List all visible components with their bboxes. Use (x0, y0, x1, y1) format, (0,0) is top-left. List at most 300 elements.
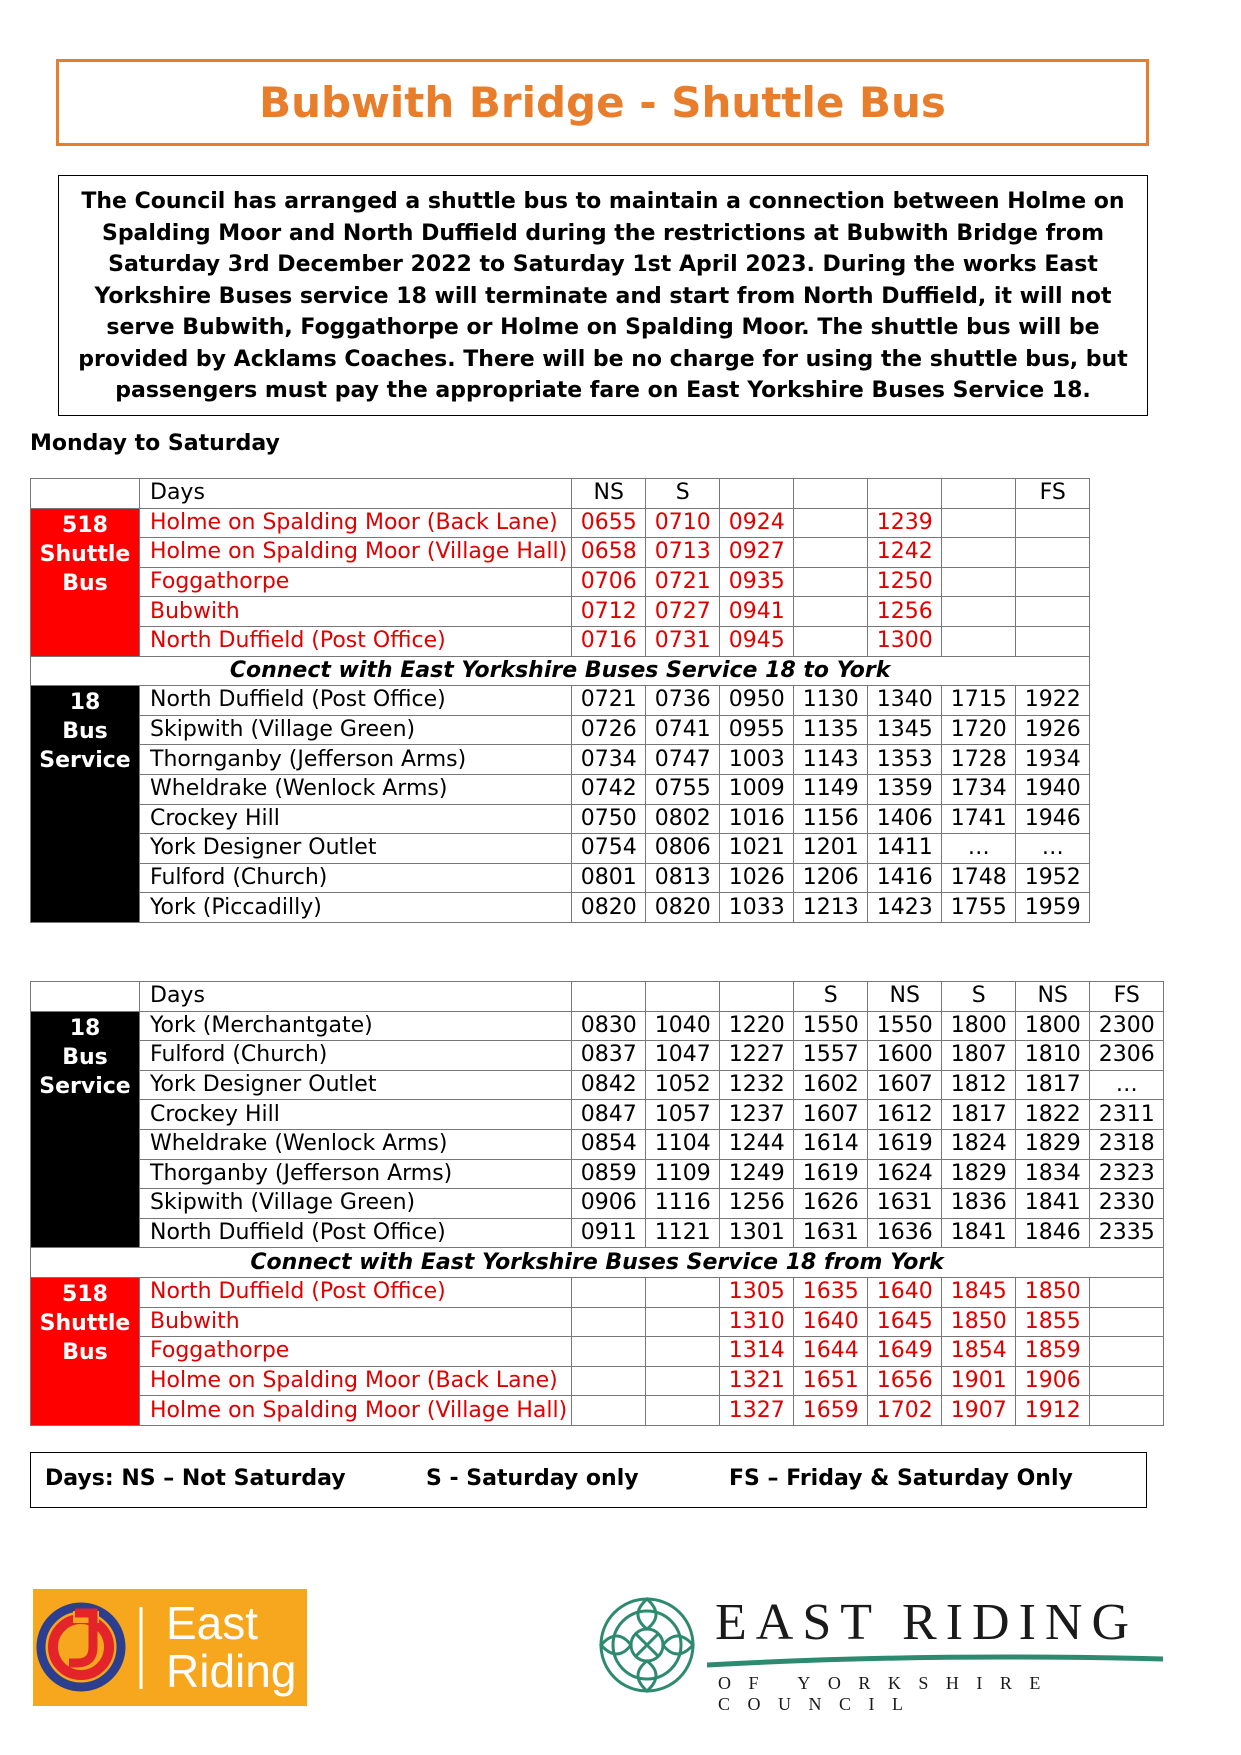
time-cell: 1715 (942, 686, 1016, 716)
day-code: S (942, 982, 1016, 1012)
time-cell: 1702 (868, 1396, 942, 1426)
stop-name: Foggathorpe (140, 567, 572, 597)
day-code: NS (868, 982, 942, 1012)
time-cell: 1340 (868, 686, 942, 716)
time-cell: 0801 (572, 863, 646, 893)
time-cell: 0712 (572, 597, 646, 627)
time-cell: 1052 (646, 1070, 720, 1100)
day-code: S (794, 982, 868, 1012)
time-cell: 1321 (720, 1366, 794, 1396)
stop-name: North Duffield (Post Office) (140, 1277, 572, 1307)
time-cell: 1855 (1016, 1307, 1090, 1337)
time-cell: 1612 (868, 1100, 942, 1130)
time-cell: 1906 (1016, 1366, 1090, 1396)
time-cell: 0955 (720, 715, 794, 745)
time-cell: 0911 (572, 1218, 646, 1248)
stop-name: Holme on Spalding Moor (Back Lane) (140, 1366, 572, 1396)
council-title: EAST RIDING (715, 1594, 1139, 1651)
intro-notice: The Council has arranged a shuttle bus to maintain a connection between Holme on Spalding Moor and North Duffield during the restrictions at Bubwith Bridge from Saturday 3rd December 2022 to Saturday 1st April 2023. During the works East Yorkshire Buses service 18 will terminate and start from North Duffield, it will not serve Bubwith, Foggathorpe or Holme on Spalding Moor. The shuttle bus will be provided by Acklams Coaches. There will be no charge for using the shuttle bus, but passengers must pay the appropriate fare on East Yorkshire Buses Service 18. (58, 175, 1148, 416)
time-cell: 1003 (720, 745, 794, 775)
time-cell: 1242 (868, 538, 942, 568)
time-cell: 1314 (720, 1337, 794, 1367)
council-subtitle: OF YORKSHIRE COUNCIL (718, 1673, 1058, 1714)
time-cell: 1033 (720, 893, 794, 923)
bus-row (31, 834, 1090, 864)
time-cell: 0726 (572, 715, 646, 745)
time-cell: 1841 (942, 1218, 1016, 1248)
shuttle-row (31, 597, 1090, 627)
time-cell: 1624 (868, 1159, 942, 1189)
connect-note: Connect with East Yorkshire Buses Service 18 from York (31, 1248, 1164, 1278)
time-cell (942, 508, 1016, 538)
time-cell: 1239 (868, 508, 942, 538)
east-riding-bus-logo (33, 1589, 307, 1706)
bus-row (31, 745, 1090, 775)
time-cell: 1850 (942, 1307, 1016, 1337)
shuttle-row (31, 567, 1090, 597)
time-cell: 1220 (720, 1011, 794, 1041)
time-cell: 1636 (868, 1218, 942, 1248)
bus-row (31, 1070, 1164, 1100)
time-cell: 0721 (646, 567, 720, 597)
time-cell: 1640 (794, 1307, 868, 1337)
time-cell: 0837 (572, 1041, 646, 1071)
service-label-line: 18 (69, 1015, 101, 1041)
time-cell: 1645 (868, 1307, 942, 1337)
header-row (31, 982, 1164, 1012)
time-cell: 1659 (794, 1396, 868, 1426)
time-cell: 1040 (646, 1011, 720, 1041)
time-cell (1016, 567, 1090, 597)
legend-ns: Days: NS – Not Saturday (45, 1466, 346, 1491)
title-box (56, 59, 1149, 146)
time-cell (794, 508, 868, 538)
service-label-line: Shuttle (39, 541, 131, 567)
time-cell: 0950 (720, 686, 794, 716)
shuttle-row (31, 508, 1090, 538)
time-cell: 1250 (868, 567, 942, 597)
time-cell (1016, 626, 1090, 656)
yorkshire-rose-icon (595, 1590, 705, 1700)
bus-row (31, 1011, 1164, 1041)
green-swoosh-icon (705, 1651, 1165, 1671)
time-cell: 1156 (794, 804, 868, 834)
time-cell: 1926 (1016, 715, 1090, 745)
stop-name: Skipwith (Village Green) (140, 715, 572, 745)
time-cell: 1256 (868, 597, 942, 627)
time-cell: 1922 (1016, 686, 1090, 716)
shuttle-service-label (31, 1277, 140, 1425)
day-code (646, 982, 720, 1012)
time-cell: 1817 (942, 1100, 1016, 1130)
stop-name: Fulford (Church) (140, 1041, 572, 1071)
time-cell (1016, 508, 1090, 538)
time-cell: 1846 (1016, 1218, 1090, 1248)
time-cell: 1834 (1016, 1159, 1090, 1189)
time-cell: 1812 (942, 1070, 1016, 1100)
service-label-line: Bus (62, 1044, 108, 1070)
time-cell: 1829 (1016, 1129, 1090, 1159)
time-cell: 1327 (720, 1396, 794, 1426)
bus-row (31, 1218, 1164, 1248)
stop-name: Holme on Spalding Moor (Village Hall) (140, 1396, 572, 1426)
service-label-line: Service (39, 748, 131, 774)
time-cell: 1854 (942, 1337, 1016, 1367)
day-code: NS (1016, 982, 1090, 1012)
time-cell (1016, 597, 1090, 627)
time-cell: 1213 (794, 893, 868, 923)
time-cell: 1026 (720, 863, 794, 893)
time-cell: 1720 (942, 715, 1016, 745)
ring-j-icon (33, 1589, 153, 1706)
time-cell: 0755 (646, 774, 720, 804)
logo-left-text (166, 1599, 296, 1695)
time-cell: 1021 (720, 834, 794, 864)
time-cell (794, 567, 868, 597)
service-label-line: 18 (69, 690, 101, 716)
time-cell (572, 1366, 646, 1396)
time-cell: 1359 (868, 774, 942, 804)
time-cell: 1232 (720, 1070, 794, 1100)
day-code: S (646, 479, 720, 509)
shuttle-row (31, 1277, 1164, 1307)
time-cell: 1009 (720, 774, 794, 804)
time-cell (794, 597, 868, 627)
bus-row (31, 774, 1090, 804)
time-cell: 0706 (572, 567, 646, 597)
time-cell: 1836 (942, 1189, 1016, 1219)
day-code (868, 479, 942, 509)
time-cell: 1631 (794, 1218, 868, 1248)
stop-name: Thornganby (Jefferson Arms) (140, 745, 572, 775)
time-cell: 1406 (868, 804, 942, 834)
time-cell: 1116 (646, 1189, 720, 1219)
service-label-line: 518 (62, 1281, 108, 1307)
stop-name: Crockey Hill (140, 1100, 572, 1130)
shuttle-row (31, 1337, 1164, 1367)
time-cell: 0754 (572, 834, 646, 864)
time-cell: 1135 (794, 715, 868, 745)
service-label-line: Bus (62, 719, 108, 745)
time-cell: 1850 (1016, 1277, 1090, 1307)
logo-left-line1: East (166, 1597, 259, 1649)
time-cell: 1649 (868, 1337, 942, 1367)
bus-row (31, 1189, 1164, 1219)
time-cell: 2335 (1090, 1218, 1164, 1248)
time-cell: 1901 (942, 1366, 1016, 1396)
time-cell (1090, 1307, 1164, 1337)
shuttle-row (31, 1307, 1164, 1337)
time-cell: 1345 (868, 715, 942, 745)
time-cell: 0806 (646, 834, 720, 864)
time-cell (942, 626, 1016, 656)
time-cell: 0906 (572, 1189, 646, 1219)
time-cell (572, 1277, 646, 1307)
legend-s: S - Saturday only (426, 1466, 639, 1491)
time-cell: 1201 (794, 834, 868, 864)
time-cell (1090, 1277, 1164, 1307)
stop-name: York Designer Outlet (140, 1070, 572, 1100)
stop-name: Crockey Hill (140, 804, 572, 834)
connect-row (31, 656, 1090, 686)
time-cell: 1817 (1016, 1070, 1090, 1100)
time-cell: 1934 (1016, 745, 1090, 775)
service-label-line: Bus (62, 570, 108, 596)
time-cell (646, 1277, 720, 1307)
time-cell: 1016 (720, 804, 794, 834)
time-cell (942, 538, 1016, 568)
time-cell: 0935 (720, 567, 794, 597)
time-cell: 1305 (720, 1277, 794, 1307)
time-cell: 1244 (720, 1129, 794, 1159)
stop-name: North Duffield (Post Office) (140, 626, 572, 656)
time-cell: 1143 (794, 745, 868, 775)
days-label: Days (140, 982, 572, 1012)
time-cell: 1607 (794, 1100, 868, 1130)
time-cell: … (942, 834, 1016, 864)
time-cell: 1741 (942, 804, 1016, 834)
time-cell: 1748 (942, 863, 1016, 893)
time-cell (572, 1337, 646, 1367)
time-cell (1090, 1366, 1164, 1396)
day-code (572, 982, 646, 1012)
time-cell: 1940 (1016, 774, 1090, 804)
time-cell: 0658 (572, 538, 646, 568)
time-cell: 0927 (720, 538, 794, 568)
day-code: NS (572, 479, 646, 509)
connect-note: Connect with East Yorkshire Buses Service 18 to York (31, 656, 1090, 686)
time-cell: 0820 (572, 893, 646, 923)
time-cell: 1807 (942, 1041, 1016, 1071)
time-cell: 0847 (572, 1100, 646, 1130)
stop-name: Skipwith (Village Green) (140, 1189, 572, 1219)
time-cell: 1416 (868, 863, 942, 893)
time-cell: 0859 (572, 1159, 646, 1189)
stop-name: Thorganby (Jefferson Arms) (140, 1159, 572, 1189)
days-legend (30, 1452, 1147, 1508)
time-cell (794, 626, 868, 656)
time-cell: 1907 (942, 1396, 1016, 1426)
time-cell: … (1016, 834, 1090, 864)
time-cell: 0842 (572, 1070, 646, 1100)
stop-name: Bubwith (140, 597, 572, 627)
time-cell (942, 567, 1016, 597)
time-cell: 2323 (1090, 1159, 1164, 1189)
time-cell: 0713 (646, 538, 720, 568)
stop-name: Wheldrake (Wenlock Arms) (140, 774, 572, 804)
logo-left-line2: Riding (166, 1645, 297, 1697)
shuttle-row (31, 1396, 1164, 1426)
time-cell: 1206 (794, 863, 868, 893)
time-cell: 0924 (720, 508, 794, 538)
bus-row (31, 1159, 1164, 1189)
time-cell: 1800 (1016, 1011, 1090, 1041)
bus-row (31, 686, 1090, 716)
time-cell: 1734 (942, 774, 1016, 804)
time-cell (1090, 1396, 1164, 1426)
day-code (720, 982, 794, 1012)
time-cell: 1651 (794, 1366, 868, 1396)
time-cell: 0742 (572, 774, 646, 804)
time-cell: 2318 (1090, 1129, 1164, 1159)
time-cell: 1829 (942, 1159, 1016, 1189)
time-cell (646, 1366, 720, 1396)
time-cell: 1249 (720, 1159, 794, 1189)
day-code (720, 479, 794, 509)
stop-name: Foggathorpe (140, 1337, 572, 1367)
time-cell: 1109 (646, 1159, 720, 1189)
time-cell: 1237 (720, 1100, 794, 1130)
time-cell: 1626 (794, 1189, 868, 1219)
shuttle-row (31, 1366, 1164, 1396)
time-cell: 1912 (1016, 1396, 1090, 1426)
stop-name: North Duffield (Post Office) (140, 686, 572, 716)
time-cell: 1353 (868, 745, 942, 775)
time-cell: 1256 (720, 1189, 794, 1219)
bus-row (31, 1041, 1164, 1071)
time-cell: 1310 (720, 1307, 794, 1337)
time-cell: 1602 (794, 1070, 868, 1100)
time-cell: 1640 (868, 1277, 942, 1307)
time-cell: 1227 (720, 1041, 794, 1071)
stop-name: Holme on Spalding Moor (Back Lane) (140, 508, 572, 538)
connect-row (31, 1248, 1164, 1278)
shuttle-row (31, 538, 1090, 568)
time-cell (572, 1307, 646, 1337)
time-cell: 1423 (868, 893, 942, 923)
time-cell: 0655 (572, 508, 646, 538)
time-cell: 0734 (572, 745, 646, 775)
time-cell: 2311 (1090, 1100, 1164, 1130)
time-cell: 1047 (646, 1041, 720, 1071)
bus-row (31, 893, 1090, 923)
bus-row (31, 863, 1090, 893)
stop-name: Holme on Spalding Moor (Village Hall) (140, 538, 572, 568)
time-cell: … (1090, 1070, 1164, 1100)
service-label-line: 518 (62, 512, 108, 538)
page-title: Bubwith Bridge - Shuttle Bus (259, 78, 946, 127)
time-cell: 1619 (868, 1129, 942, 1159)
service-label-line: Service (39, 1073, 131, 1099)
time-cell: 0830 (572, 1011, 646, 1041)
bus-row (31, 715, 1090, 745)
time-cell (646, 1337, 720, 1367)
time-cell: 2330 (1090, 1189, 1164, 1219)
stop-name: Bubwith (140, 1307, 572, 1337)
time-cell: 1149 (794, 774, 868, 804)
time-cell: 1800 (942, 1011, 1016, 1041)
bus-service-label (31, 686, 140, 923)
time-cell (572, 1396, 646, 1426)
legend-fs: FS – Friday & Saturday Only (729, 1466, 1073, 1491)
time-cell: 0854 (572, 1129, 646, 1159)
header-blank (31, 982, 140, 1012)
time-cell: 1550 (868, 1011, 942, 1041)
time-cell: 1635 (794, 1277, 868, 1307)
shuttle-service-label (31, 508, 140, 656)
stop-name: North Duffield (Post Office) (140, 1218, 572, 1248)
time-cell: 1631 (868, 1189, 942, 1219)
service-label-line: Bus (62, 1339, 108, 1365)
time-cell: 1104 (646, 1129, 720, 1159)
day-code (942, 479, 1016, 509)
bus-service-label (31, 1011, 140, 1248)
stop-name: Wheldrake (Wenlock Arms) (140, 1129, 572, 1159)
section-label: Monday to Saturday (30, 431, 280, 456)
east-riding-council-logo (595, 1585, 1175, 1715)
time-cell: 1619 (794, 1159, 868, 1189)
time-cell: 1121 (646, 1218, 720, 1248)
time-cell: 1411 (868, 834, 942, 864)
stop-name: York (Merchantgate) (140, 1011, 572, 1041)
time-cell: 1946 (1016, 804, 1090, 834)
time-cell: 1301 (720, 1218, 794, 1248)
time-cell: 1607 (868, 1070, 942, 1100)
time-cell: 0727 (646, 597, 720, 627)
time-cell: 1557 (794, 1041, 868, 1071)
stop-name: York Designer Outlet (140, 834, 572, 864)
time-cell: 1550 (794, 1011, 868, 1041)
time-cell (1016, 538, 1090, 568)
time-cell: 2306 (1090, 1041, 1164, 1071)
day-code (794, 479, 868, 509)
day-code: FS (1090, 982, 1164, 1012)
stop-name: York (Piccadilly) (140, 893, 572, 923)
time-cell: 0941 (720, 597, 794, 627)
header-row (31, 479, 1090, 509)
time-cell: 0736 (646, 686, 720, 716)
time-cell: 2300 (1090, 1011, 1164, 1041)
time-cell: 1300 (868, 626, 942, 656)
shuttle-row (31, 626, 1090, 656)
time-cell: 0813 (646, 863, 720, 893)
time-cell: 0710 (646, 508, 720, 538)
time-cell: 0750 (572, 804, 646, 834)
time-cell: 0802 (646, 804, 720, 834)
time-cell: 0945 (720, 626, 794, 656)
time-cell (646, 1396, 720, 1426)
time-cell: 1755 (942, 893, 1016, 923)
time-cell (646, 1307, 720, 1337)
time-cell: 1728 (942, 745, 1016, 775)
time-cell (1090, 1337, 1164, 1367)
time-cell: 1952 (1016, 863, 1090, 893)
timetable-return (30, 981, 1164, 1426)
bus-row (31, 1100, 1164, 1130)
time-cell (794, 538, 868, 568)
time-cell: 1859 (1016, 1337, 1090, 1367)
time-cell: 1810 (1016, 1041, 1090, 1071)
time-cell: 1824 (942, 1129, 1016, 1159)
time-cell: 0721 (572, 686, 646, 716)
service-label-line: Shuttle (39, 1310, 131, 1336)
timetable-outbound (30, 478, 1090, 923)
time-cell: 1130 (794, 686, 868, 716)
time-cell: 0747 (646, 745, 720, 775)
bus-row (31, 804, 1090, 834)
time-cell: 1644 (794, 1337, 868, 1367)
time-cell: 1959 (1016, 893, 1090, 923)
stop-name: Fulford (Church) (140, 863, 572, 893)
days-label: Days (140, 479, 572, 509)
time-cell: 1614 (794, 1129, 868, 1159)
header-blank (31, 479, 140, 509)
time-cell: 0731 (646, 626, 720, 656)
time-cell: 0741 (646, 715, 720, 745)
time-cell: 1600 (868, 1041, 942, 1071)
time-cell (942, 597, 1016, 627)
day-code: FS (1016, 479, 1090, 509)
